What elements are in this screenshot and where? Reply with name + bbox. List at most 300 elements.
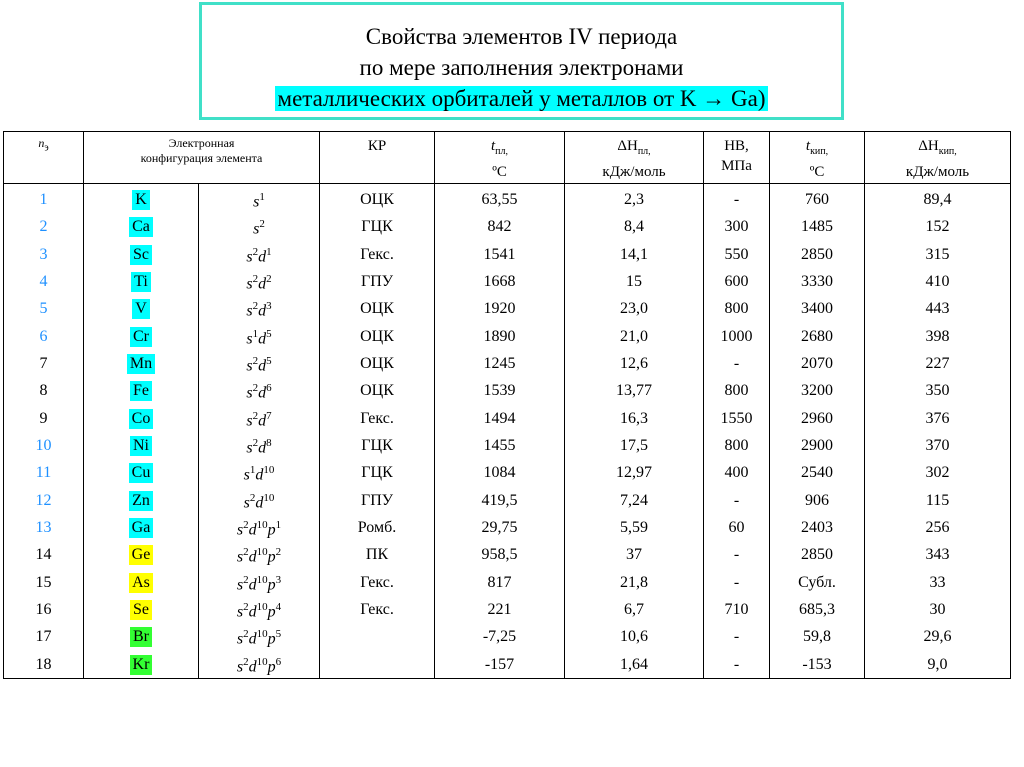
table-row: [4, 459, 1011, 486]
cell-config: [199, 323, 320, 350]
cell-n: 5: [4, 295, 84, 322]
cell-kr: [320, 623, 435, 650]
cell-t-melt: 1668: [435, 268, 565, 295]
config-orbital: s: [246, 329, 253, 347]
title-line-3-highlight: металлических орбиталей у металлов от K → Ga): [275, 86, 769, 111]
cell-n: 6: [4, 323, 84, 350]
cell-t-boil: 59,8: [770, 623, 865, 650]
header-h-melt-label: ΔH: [617, 138, 638, 154]
cell-h-boil: 443: [865, 295, 1011, 322]
cell-t-boil: 2403: [770, 514, 865, 541]
config-electrons: 2: [252, 272, 259, 285]
cell-config: [199, 596, 320, 623]
cell-n: 7: [4, 350, 84, 377]
cell-t-boil: Субл.: [770, 569, 865, 596]
cell-n: 9: [4, 405, 84, 432]
cell-h-melt: 12,97: [565, 459, 704, 486]
cell-config: [199, 405, 320, 432]
cell-element: [84, 623, 199, 650]
cell-config: [199, 459, 320, 486]
cell-h-melt: 15: [565, 268, 704, 295]
config-orbital: p: [267, 603, 276, 621]
table-row: [4, 541, 1011, 568]
element-symbol: K: [132, 190, 150, 210]
config-orbital: s: [236, 657, 244, 675]
cell-n: 18: [4, 651, 84, 679]
cell-t-melt: -157: [435, 651, 565, 679]
cell-t-melt: 1920: [435, 295, 565, 322]
cell-element: [84, 350, 199, 377]
config-orbital: p: [267, 521, 276, 539]
config-electrons: 2: [252, 409, 259, 422]
cell-hb: 600: [704, 268, 770, 295]
cell-element: [84, 459, 199, 486]
table-row: [4, 596, 1011, 623]
header-h-boil: [865, 132, 1011, 184]
header-t-melt-sub: пл,: [495, 146, 509, 157]
cell-element: [84, 596, 199, 623]
header-config-line2: конфигурация элемента: [140, 151, 263, 165]
config-orbital: s: [236, 630, 244, 648]
header-t-melt: [435, 132, 565, 184]
cell-element: [84, 295, 199, 322]
config-electrons: 2: [252, 354, 259, 367]
config-orbital: s: [243, 466, 250, 484]
cell-h-boil: 29,6: [865, 623, 1011, 650]
cell-h-boil: 350: [865, 377, 1011, 404]
table-row: [4, 487, 1011, 514]
cell-t-boil: 685,3: [770, 596, 865, 623]
cell-element: [84, 268, 199, 295]
header-h-boil-unit: кДж/моль: [905, 164, 970, 180]
table-row: [4, 241, 1011, 268]
cell-t-melt: 842: [435, 213, 565, 240]
cell-kr: ГЦК: [320, 432, 435, 459]
cell-element: [84, 323, 199, 350]
cell-hb: 710: [704, 596, 770, 623]
cell-config: [199, 184, 320, 214]
config-electrons: 10: [256, 655, 268, 668]
cell-n: 12: [4, 487, 84, 514]
config-orbital: d: [248, 521, 257, 539]
cell-h-boil: 376: [865, 405, 1011, 432]
cell-t-boil: 2070: [770, 350, 865, 377]
cell-t-melt: 1245: [435, 350, 565, 377]
config-orbital: s: [246, 411, 253, 429]
cell-config: [199, 514, 320, 541]
config-electrons: 2: [243, 518, 249, 531]
header-config: [84, 132, 320, 184]
cell-h-boil: 370: [865, 432, 1011, 459]
table-row: [4, 623, 1011, 650]
element-symbol: Ca: [129, 217, 153, 237]
header-n: [4, 132, 84, 184]
cell-t-boil: 906: [770, 487, 865, 514]
config-electrons: 2: [252, 300, 259, 313]
config-electrons: 2: [243, 655, 249, 668]
cell-hb: 550: [704, 241, 770, 268]
header-h-melt-unit: кДж/моль: [602, 164, 666, 180]
cell-config: [199, 350, 320, 377]
element-symbol: Mn: [127, 354, 155, 374]
cell-t-melt: 958,5: [435, 541, 565, 568]
cell-element: [84, 569, 199, 596]
config-orbital: p: [267, 657, 276, 675]
cell-n: 13: [4, 514, 84, 541]
header-n-label: n: [38, 136, 45, 150]
table-row: [4, 651, 1011, 679]
config-orbital: s: [243, 493, 250, 511]
element-symbol: Ni: [130, 436, 152, 456]
cell-n: 14: [4, 541, 84, 568]
cell-config: [199, 268, 320, 295]
element-symbol: Br: [130, 627, 152, 647]
header-h-boil-sub: кип,: [938, 146, 957, 157]
cell-t-boil: 3400: [770, 295, 865, 322]
header-h-boil-label: ΔH: [918, 138, 939, 154]
cell-kr: ОЦК: [320, 295, 435, 322]
cell-h-melt: 12,6: [565, 350, 704, 377]
config-electrons: 3: [275, 573, 282, 586]
table-row: [4, 213, 1011, 240]
cell-t-melt: 221: [435, 596, 565, 623]
element-symbol: Cu: [129, 463, 154, 483]
config-electrons: 10: [256, 546, 268, 559]
config-electrons: 1: [275, 518, 282, 531]
cell-h-melt: 7,24: [565, 487, 704, 514]
cell-t-melt: 1494: [435, 405, 565, 432]
cell-h-boil: 89,4: [865, 184, 1011, 214]
cell-kr: ГПУ: [320, 268, 435, 295]
config-orbital: d: [258, 247, 267, 265]
cell-t-boil: 2850: [770, 541, 865, 568]
cell-h-melt: 13,77: [565, 377, 704, 404]
config-orbital: p: [267, 548, 276, 566]
cell-kr: ОЦК: [320, 184, 435, 214]
cell-kr: ОЦК: [320, 323, 435, 350]
cell-h-melt: 8,4: [565, 213, 704, 240]
cell-element: [84, 651, 199, 679]
cell-h-melt: 10,6: [565, 623, 704, 650]
config-orbital: s: [246, 275, 253, 293]
cell-kr: Гекс.: [320, 596, 435, 623]
cell-h-melt: 5,59: [565, 514, 704, 541]
config-orbital: d: [258, 302, 267, 320]
cell-t-boil: 2540: [770, 459, 865, 486]
cell-n: 3: [4, 241, 84, 268]
elements-properties-table: [3, 131, 1011, 679]
config-orbital: s: [253, 193, 260, 211]
config-orbital: d: [258, 357, 267, 375]
cell-h-boil: 256: [865, 514, 1011, 541]
cell-n: 2: [4, 213, 84, 240]
cell-config: [199, 377, 320, 404]
table-row: [4, 377, 1011, 404]
element-symbol: Co: [129, 409, 154, 429]
slide-title-box: [199, 2, 844, 120]
config-orbital: s: [246, 439, 253, 457]
cell-n: 16: [4, 596, 84, 623]
config-electrons: 2: [243, 546, 249, 559]
config-electrons: 1: [252, 327, 259, 340]
cell-h-melt: 17,5: [565, 432, 704, 459]
cell-t-boil: 2680: [770, 323, 865, 350]
cell-h-boil: 343: [865, 541, 1011, 568]
cell-hb: -: [704, 569, 770, 596]
cell-t-melt: 1890: [435, 323, 565, 350]
cell-n: 10: [4, 432, 84, 459]
cell-hb: -: [704, 487, 770, 514]
config-electrons: 7: [266, 409, 272, 422]
config-orbital: d: [248, 548, 257, 566]
cell-h-melt: 21,0: [565, 323, 704, 350]
config-electrons: 2: [249, 491, 256, 504]
config-electrons: 2: [243, 600, 249, 613]
cell-config: [199, 487, 320, 514]
header-t-boil-unit: ºС: [809, 164, 825, 180]
config-orbital: d: [255, 466, 264, 484]
config-electrons: 10: [256, 600, 268, 613]
header-h-melt: [565, 132, 704, 184]
cell-element: [84, 432, 199, 459]
config-electrons: 1: [249, 464, 256, 477]
config-orbital: d: [248, 575, 257, 593]
config-orbital: s: [236, 521, 244, 539]
cell-kr: ОЦК: [320, 350, 435, 377]
cell-h-boil: 9,0: [865, 651, 1011, 679]
cell-t-boil: 760: [770, 184, 865, 214]
cell-element: [84, 184, 199, 214]
header-t-melt-label: t: [491, 138, 496, 154]
config-orbital: d: [258, 384, 267, 402]
cell-hb: 60: [704, 514, 770, 541]
cell-h-melt: 6,7: [565, 596, 704, 623]
cell-t-boil: 2960: [770, 405, 865, 432]
cell-t-boil: 3200: [770, 377, 865, 404]
config-electrons: 2: [252, 436, 259, 449]
cell-hb: 800: [704, 377, 770, 404]
cell-t-boil: 1485: [770, 213, 865, 240]
config-electrons: 10: [256, 518, 268, 531]
table-row: [4, 184, 1011, 214]
config-electrons: 10: [256, 573, 268, 586]
config-electrons: 5: [266, 327, 272, 340]
config-electrons: 3: [266, 300, 272, 313]
cell-element: [84, 514, 199, 541]
header-t-melt-unit: ºС: [492, 164, 507, 180]
cell-h-boil: 302: [865, 459, 1011, 486]
cell-t-boil: 2900: [770, 432, 865, 459]
cell-n: 1: [4, 184, 84, 214]
cell-kr: Гекс.: [320, 405, 435, 432]
config-orbital: p: [267, 575, 276, 593]
cell-t-boil: -153: [770, 651, 865, 679]
config-orbital: s: [236, 575, 244, 593]
cell-kr: ГПУ: [320, 487, 435, 514]
cell-element: [84, 213, 199, 240]
cell-h-melt: 21,8: [565, 569, 704, 596]
cell-h-melt: 2,3: [565, 184, 704, 214]
config-orbital: d: [248, 657, 257, 675]
header-hb-unit: МПа: [721, 158, 752, 174]
element-symbol: Fe: [130, 381, 152, 401]
element-symbol: Se: [130, 600, 152, 620]
table-row: [4, 323, 1011, 350]
element-symbol: Cr: [130, 327, 152, 347]
header-config-line1: Электронная: [168, 136, 235, 150]
config-orbital: d: [258, 275, 267, 293]
cell-n: 17: [4, 623, 84, 650]
config-electrons: 10: [263, 491, 275, 504]
header-n-sub: э: [44, 142, 49, 154]
table-row: [4, 295, 1011, 322]
config-orbital: d: [248, 630, 257, 648]
element-symbol: Sc: [130, 245, 152, 265]
config-orbital: s: [246, 357, 253, 375]
cell-config: [199, 432, 320, 459]
config-electrons: 5: [275, 628, 282, 641]
element-symbol: Ga: [129, 518, 154, 538]
config-orbital: d: [255, 493, 264, 511]
cell-h-boil: 410: [865, 268, 1011, 295]
table-row: [4, 268, 1011, 295]
cell-t-boil: 2850: [770, 241, 865, 268]
cell-config: [199, 213, 320, 240]
header-t-boil-sub: кип,: [810, 146, 829, 157]
element-symbol: V: [132, 299, 150, 319]
config-electrons: 2: [243, 573, 249, 586]
cell-kr: ГЦК: [320, 459, 435, 486]
config-orbital: p: [267, 630, 276, 648]
cell-kr: Ромб.: [320, 514, 435, 541]
cell-hb: -: [704, 541, 770, 568]
cell-t-melt: 1541: [435, 241, 565, 268]
config-orbital: s: [246, 247, 253, 265]
element-symbol: Kr: [130, 655, 153, 675]
cell-n: 11: [4, 459, 84, 486]
table-row: [4, 432, 1011, 459]
title-line-1: Свойства элементов IV периода: [365, 24, 678, 49]
cell-t-melt: 29,75: [435, 514, 565, 541]
cell-h-boil: 227: [865, 350, 1011, 377]
config-orbital: d: [248, 603, 257, 621]
element-symbol: Ge: [129, 545, 154, 565]
config-orbital: s: [253, 220, 260, 238]
cell-t-melt: 1455: [435, 432, 565, 459]
cell-hb: 800: [704, 432, 770, 459]
cell-config: [199, 541, 320, 568]
cell-hb: 400: [704, 459, 770, 486]
config-electrons: 2: [243, 628, 249, 641]
config-electrons: 2: [259, 218, 265, 231]
cell-t-melt: 817: [435, 569, 565, 596]
table-body: [4, 184, 1011, 679]
cell-h-melt: 14,1: [565, 241, 704, 268]
cell-t-melt: -7,25: [435, 623, 565, 650]
cell-t-melt: 419,5: [435, 487, 565, 514]
cell-element: [84, 487, 199, 514]
cell-h-boil: 398: [865, 323, 1011, 350]
table-header-row: [4, 132, 1011, 184]
cell-hb: -: [704, 651, 770, 679]
config-electrons: 1: [266, 245, 272, 258]
cell-element: [84, 377, 199, 404]
cell-t-melt: 1539: [435, 377, 565, 404]
table-row: [4, 514, 1011, 541]
cell-n: 15: [4, 569, 84, 596]
header-t-boil: [770, 132, 865, 184]
title-line-3: [202, 83, 841, 114]
cell-h-melt: 37: [565, 541, 704, 568]
config-electrons: 6: [275, 655, 282, 668]
cell-h-boil: 33: [865, 569, 1011, 596]
config-electrons: 6: [266, 382, 272, 395]
cell-n: 8: [4, 377, 84, 404]
config-orbital: d: [258, 411, 267, 429]
config-electrons: 10: [256, 628, 268, 641]
config-orbital: d: [258, 329, 267, 347]
table-row: [4, 569, 1011, 596]
config-electrons: 1: [259, 191, 265, 203]
cell-hb: 1550: [704, 405, 770, 432]
header-hb-label: HB,: [724, 138, 749, 154]
cell-kr: ГЦК: [320, 213, 435, 240]
cell-hb: -: [704, 623, 770, 650]
config-orbital: s: [236, 548, 244, 566]
cell-kr: Гекс.: [320, 569, 435, 596]
cell-h-melt: 16,3: [565, 405, 704, 432]
config-electrons: 4: [275, 600, 282, 613]
cell-h-melt: 1,64: [565, 651, 704, 679]
cell-t-melt: 63,55: [435, 184, 565, 214]
table-row: [4, 405, 1011, 432]
cell-element: [84, 541, 199, 568]
cell-hb: -: [704, 350, 770, 377]
header-hb: [704, 132, 770, 184]
header-h-melt-sub: пл,: [637, 146, 651, 157]
header-t-boil-label: t: [805, 138, 811, 154]
cell-t-melt: 1084: [435, 459, 565, 486]
config-electrons: 8: [266, 436, 272, 449]
element-symbol: Zn: [129, 491, 153, 511]
cell-config: [199, 623, 320, 650]
cell-hb: 300: [704, 213, 770, 240]
cell-hb: 800: [704, 295, 770, 322]
cell-config: [199, 569, 320, 596]
cell-h-boil: 152: [865, 213, 1011, 240]
header-kr: КР: [320, 132, 435, 184]
cell-h-boil: 115: [865, 487, 1011, 514]
cell-h-boil: 30: [865, 596, 1011, 623]
cell-n: 4: [4, 268, 84, 295]
config-orbital: s: [246, 302, 253, 320]
config-electrons: 2: [252, 382, 259, 395]
config-orbital: d: [258, 439, 267, 457]
cell-t-boil: 3330: [770, 268, 865, 295]
cell-kr: ОЦК: [320, 377, 435, 404]
config-electrons: 2: [252, 245, 259, 258]
config-electrons: 10: [263, 464, 275, 477]
cell-h-melt: 23,0: [565, 295, 704, 322]
cell-config: [199, 651, 320, 679]
cell-element: [84, 405, 199, 432]
config-electrons: 2: [266, 272, 272, 285]
cell-h-boil: 315: [865, 241, 1011, 268]
element-symbol: Ti: [131, 272, 151, 292]
table-row: [4, 350, 1011, 377]
cell-hb: 1000: [704, 323, 770, 350]
title-line-2: по мере заполнения электронами: [359, 55, 684, 80]
